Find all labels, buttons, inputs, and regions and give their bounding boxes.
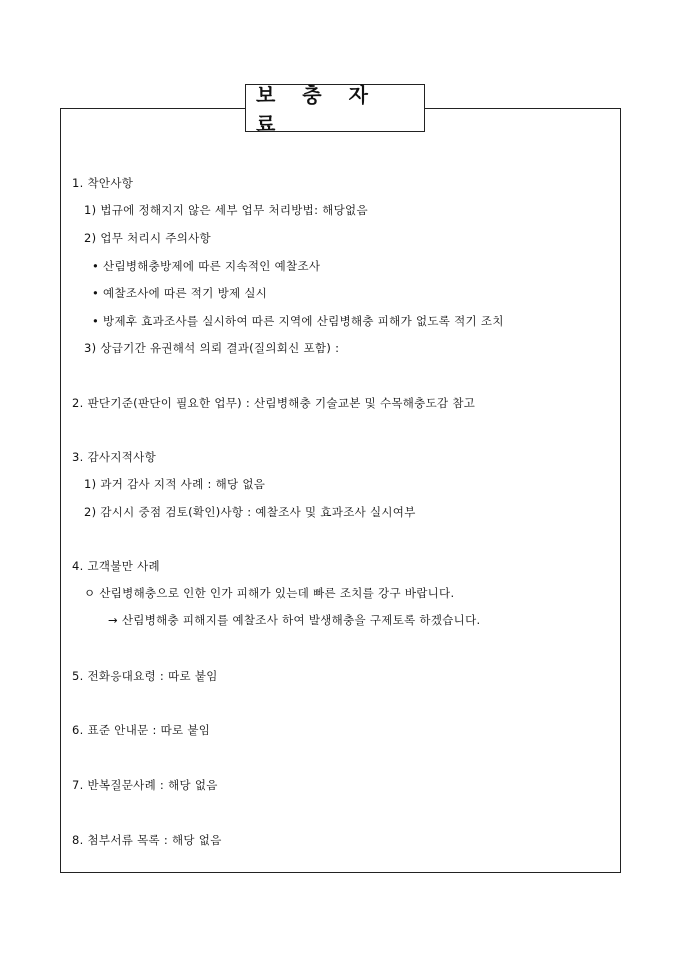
section-2-heading: 2. 판단기준(판단이 필요한 업무) : 산림병해충 기술교본 및 수목해충도감 참고 [72, 396, 476, 410]
section-1-heading: 1. 착안사항 [72, 176, 134, 190]
section-7-heading: 7. 반복질문사례 : 해당 없음 [72, 778, 218, 792]
section-3-item-2: 2) 감시시 중점 검토(확인)사항 : 예찰조사 및 효과조사 실시여부 [84, 505, 416, 519]
section-8-heading: 8. 첨부서류 목록 : 해당 없음 [72, 833, 222, 847]
section-1-item-3: 3) 상급기간 유권해석 의뢰 결과(질의회신 포함) : [84, 341, 340, 355]
section-1-bullet-2: • 예찰조사에 따른 적기 방제 실시 [92, 286, 268, 300]
section-6-heading: 6. 표준 안내문 : 따로 붙임 [72, 723, 211, 737]
section-3-item-1: 1) 과거 감사 지적 사례 : 해당 없음 [84, 477, 266, 491]
section-4-item-1: ㅇ 산림병해충으로 인한 인가 피해가 있는데 빠른 조치를 강구 바랍니다. [84, 586, 455, 600]
section-1-bullet-1: • 산림병해충방제에 따른 지속적인 예찰조사 [92, 259, 321, 273]
section-1-item-1: 1) 법규에 정해지지 않은 세부 업무 처리방법: 해당없음 [84, 203, 368, 217]
section-3-heading: 3. 감사지적사항 [72, 450, 156, 464]
section-5-heading: 5. 전화응대요령 : 따로 붙임 [72, 669, 218, 683]
section-4-heading: 4. 고객불만 사례 [72, 559, 160, 573]
section-1-bullet-3: • 방제후 효과조사를 실시하여 따른 지역에 산림병해충 피해가 없도록 적기 조치 [92, 314, 504, 328]
section-4-item-2: → 산림병해충 피해지를 예찰조사 하여 발생해충을 구제토록 하겠습니다. [108, 613, 481, 627]
section-1-item-2: 2) 업무 처리시 주의사항 [84, 231, 211, 245]
document-title: 보 충 자 료 [245, 84, 425, 132]
